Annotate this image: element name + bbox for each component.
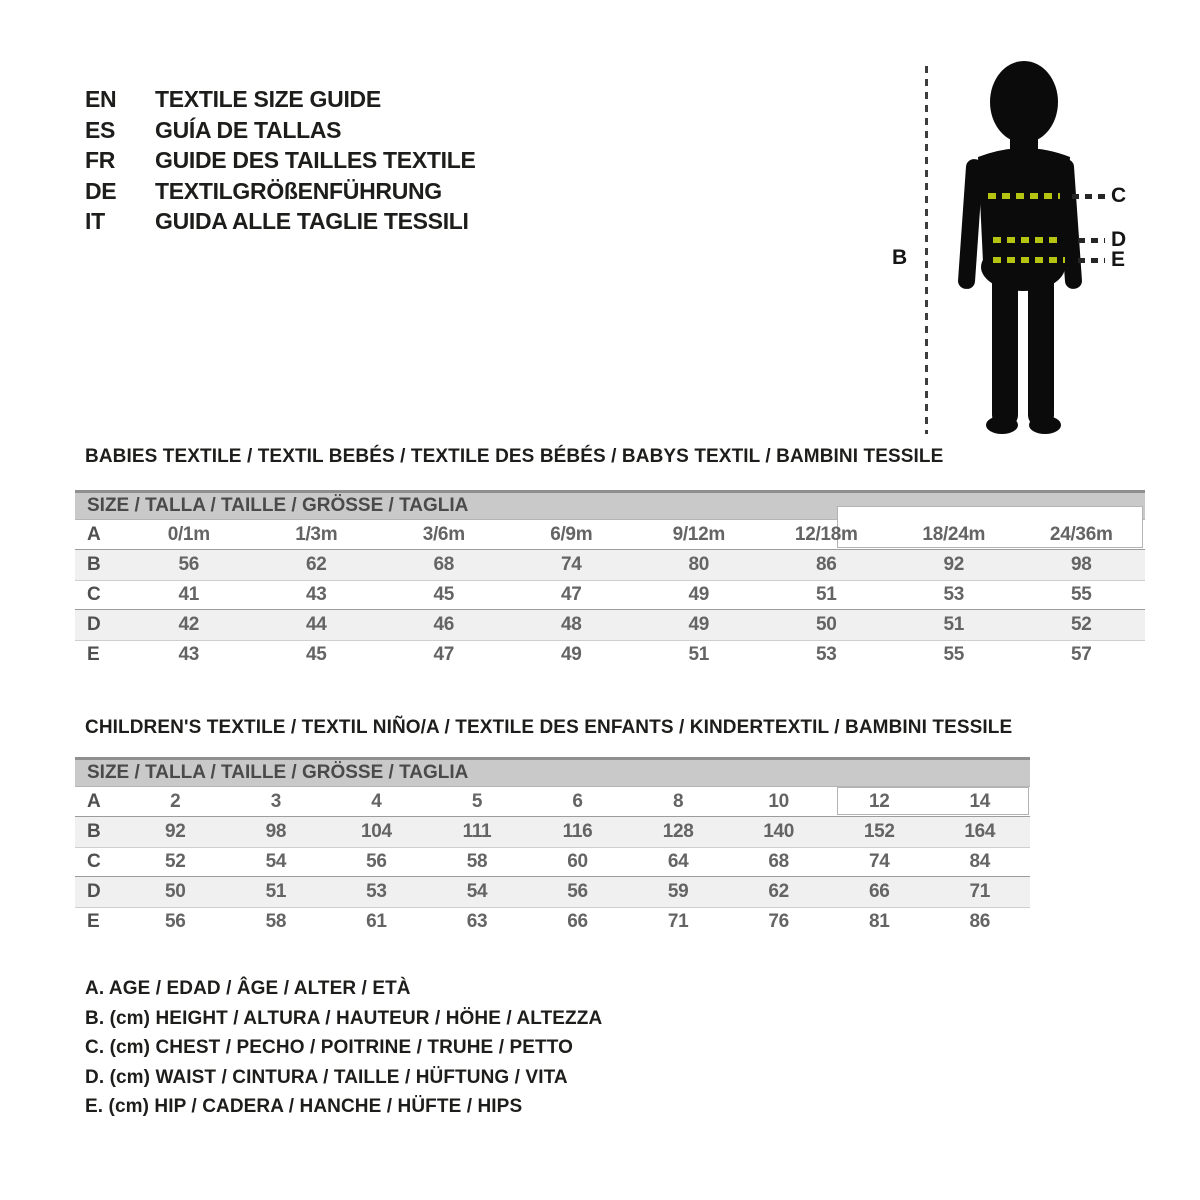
table-cell: 43 — [178, 644, 200, 665]
guide-title: TEXTILGRÖßENFÜHRUNG — [155, 177, 442, 204]
table-cell: 128 — [662, 821, 694, 842]
legend-line: E. (cm) HIP / CADERA / HANCHE / HÜFTE / HIPS — [85, 1096, 523, 1117]
legend-line: B. (cm) HEIGHT / ALTURA / HAUTEUR / HÖHE / ALTEZZA — [85, 1007, 603, 1029]
language-row — [85, 115, 476, 146]
row-label: C — [87, 584, 101, 605]
table-cell: 53 — [943, 584, 965, 605]
table-cell: 6 — [572, 791, 583, 812]
babies-table-rows — [75, 520, 1145, 670]
height-label: B — [892, 246, 908, 269]
table-row-c — [75, 847, 1030, 877]
chest-dash-extension — [1072, 194, 1105, 199]
babies-table-header: SIZE / TALLA / TAILLE / GRÖSSE / TAGLIA — [75, 490, 1145, 520]
table-cell: 56 — [165, 911, 186, 932]
table-cell: 47 — [560, 584, 582, 605]
row-label: D — [87, 881, 101, 902]
babies-size-table — [75, 490, 1145, 670]
table-cell: 74 — [868, 851, 890, 872]
waist-dash-on-body — [993, 237, 1062, 243]
height-dashed-line — [925, 66, 928, 434]
table-cell: 66 — [868, 881, 890, 902]
table-cell: 62 — [305, 554, 327, 575]
language-row — [85, 176, 476, 207]
table-cell: 43 — [305, 584, 327, 605]
babies-section-title: BABIES TEXTILE / TEXTIL BEBÉS / TEXTILE DES BÉBÉS / BABYS TEXTIL / BAMBINI TESSILE — [85, 446, 944, 467]
legend — [85, 974, 602, 1122]
table-cell: 98 — [1070, 554, 1092, 575]
language-row — [85, 145, 476, 176]
table-cell: 58 — [265, 911, 287, 932]
chest-label: C — [1111, 184, 1127, 207]
hip-dash-on-body — [993, 257, 1065, 263]
table-cell: 5 — [471, 791, 483, 812]
row-label: B — [87, 554, 101, 575]
table-cell: 76 — [768, 911, 789, 932]
table-cell: 51 — [688, 644, 710, 665]
language-code: EN — [85, 86, 117, 112]
table-row-d — [75, 877, 1030, 907]
table-cell: 60 — [567, 851, 588, 872]
table-cell: 24/36m — [1049, 524, 1113, 545]
table-cell: 52 — [165, 851, 186, 872]
legend-line: C. (cm) CHEST / PECHO / POITRINE / TRUHE / PETTO — [85, 1037, 573, 1058]
table-cell: 45 — [433, 584, 455, 605]
table-row-b — [75, 817, 1030, 847]
table-cell: 49 — [688, 584, 710, 605]
table-cell: 58 — [466, 851, 488, 872]
table-cell: 164 — [964, 821, 996, 842]
table-cell: 55 — [1070, 584, 1092, 605]
row-label: A — [87, 791, 101, 812]
table-cell: 111 — [462, 821, 492, 842]
table-row-b — [75, 550, 1145, 580]
waist-measure-line — [880, 228, 1180, 251]
table-cell: 86 — [969, 911, 991, 932]
table-cell: 54 — [466, 881, 488, 902]
table-cell: 10 — [768, 791, 789, 812]
table-cell: 51 — [265, 881, 287, 902]
language-code: IT — [85, 208, 105, 235]
table-cell: 8 — [672, 791, 684, 812]
table-cell: 4 — [371, 791, 382, 812]
table-cell: 42 — [178, 614, 200, 635]
table-row-c — [75, 580, 1145, 610]
table-cell: 18/24m — [922, 524, 986, 545]
table-cell: 51 — [943, 614, 965, 635]
guide-title: GUIDE DES TAILLES TEXTILE — [155, 147, 476, 174]
table-cell: 49 — [688, 614, 710, 635]
table-cell: 56 — [366, 851, 387, 872]
table-cell: 51 — [815, 584, 837, 605]
child-silhouette — [950, 57, 1090, 437]
language-code: ES — [85, 116, 116, 143]
table-cell: 92 — [165, 821, 186, 842]
table-row-d — [75, 610, 1145, 640]
children-size-table — [75, 757, 1030, 937]
table-cell: 68 — [433, 554, 455, 575]
waist-dash-extension — [1078, 238, 1105, 243]
table-cell: 61 — [366, 911, 387, 932]
table-cell: 46 — [433, 614, 455, 635]
child-figure-diagram — [880, 50, 1180, 450]
guide-title: GUIDA ALLE TAGLIE TESSILI — [155, 208, 469, 235]
table-cell: 0/1m — [167, 524, 210, 545]
table-cell: 48 — [560, 614, 582, 635]
guide-title: TEXTILE SIZE GUIDE — [155, 86, 381, 112]
table-cell: 116 — [562, 821, 593, 842]
table-cell: 9/12m — [672, 524, 725, 545]
chest-dash-on-body — [988, 193, 1060, 199]
table-cell: 54 — [265, 851, 287, 872]
table-cell: 63 — [466, 911, 488, 932]
legend-line: A. AGE / EDAD / ÂGE / ALTER / ETÀ — [85, 978, 411, 999]
legend-line: D. (cm) WAIST / CINTURA / TAILLE / HÜFTUNG / VITA — [85, 1066, 568, 1088]
table-cell: 98 — [265, 821, 287, 842]
row-label: B — [87, 821, 101, 842]
table-cell: 62 — [768, 881, 789, 902]
table-cell: 12 — [868, 791, 890, 812]
table-cell: 86 — [815, 554, 837, 575]
table-cell: 71 — [667, 911, 689, 932]
child-silhouette-shape — [957, 61, 1082, 434]
table-cell: 44 — [305, 614, 327, 635]
table-cell: 41 — [178, 584, 200, 605]
language-title-list — [85, 84, 476, 237]
table-row-e — [75, 907, 1030, 937]
table-cell: 56 — [567, 881, 588, 902]
table-cell: 81 — [868, 911, 890, 932]
waist-label: D — [1111, 228, 1127, 251]
table-cell: 66 — [567, 911, 588, 932]
table-row-a — [75, 787, 1030, 817]
language-code: DE — [85, 177, 117, 204]
row-label: C — [87, 851, 101, 872]
table-cell: 52 — [1070, 614, 1092, 635]
row-label: E — [87, 644, 100, 665]
table-cell: 53 — [815, 644, 837, 665]
table-cell: 2 — [170, 791, 181, 812]
table-cell: 56 — [178, 554, 200, 575]
table-cell: 84 — [969, 851, 991, 872]
table-cell: 140 — [763, 821, 795, 842]
children-table-rows — [75, 787, 1030, 937]
table-cell: 55 — [943, 644, 965, 665]
table-cell: 59 — [667, 881, 689, 902]
language-row — [85, 206, 476, 237]
row-label: D — [87, 614, 101, 635]
table-cell: 1/3m — [295, 524, 338, 545]
children-section-title: CHILDREN'S TEXTILE / TEXTIL NIÑO/A / TEXTILE DES ENFANTS / KINDERTEXTIL / BAMBINI TESSILE — [85, 717, 1013, 738]
chest-measure-line — [880, 184, 1180, 207]
table-cell: 3 — [270, 791, 281, 812]
table-cell: 152 — [863, 821, 895, 842]
table-cell: 3/6m — [422, 524, 465, 545]
table-cell: 6/9m — [550, 524, 593, 545]
children-table-header: SIZE / TALLA / TAILLE / GRÖSSE / TAGLIA — [75, 757, 1030, 787]
row-label: A — [87, 524, 101, 545]
table-cell: 104 — [361, 821, 392, 842]
table-row-a — [75, 520, 1145, 550]
table-cell: 45 — [305, 644, 327, 665]
table-cell: 47 — [433, 644, 455, 665]
table-cell: 14 — [969, 791, 991, 812]
table-cell: 49 — [560, 644, 582, 665]
guide-title: GUÍA DE TALLAS — [155, 116, 342, 143]
table-cell: 71 — [969, 881, 991, 902]
table-cell: 12/18m — [794, 524, 858, 545]
hip-measure-line — [880, 248, 1180, 271]
row-label: E — [87, 911, 100, 932]
table-cell: 68 — [768, 851, 789, 872]
hip-dash-extension — [1078, 258, 1105, 263]
table-cell: 92 — [943, 554, 965, 575]
table-cell: 50 — [815, 614, 837, 635]
table-cell: 50 — [165, 881, 186, 902]
table-cell: 57 — [1070, 644, 1092, 665]
table-cell: 64 — [667, 851, 689, 872]
hip-label: E — [1111, 248, 1126, 271]
table-row-e — [75, 640, 1145, 670]
language-row — [85, 84, 476, 115]
table-cell: 80 — [688, 554, 710, 575]
table-cell: 74 — [560, 554, 582, 575]
table-cell: 53 — [366, 881, 387, 902]
language-code: FR — [85, 147, 116, 174]
